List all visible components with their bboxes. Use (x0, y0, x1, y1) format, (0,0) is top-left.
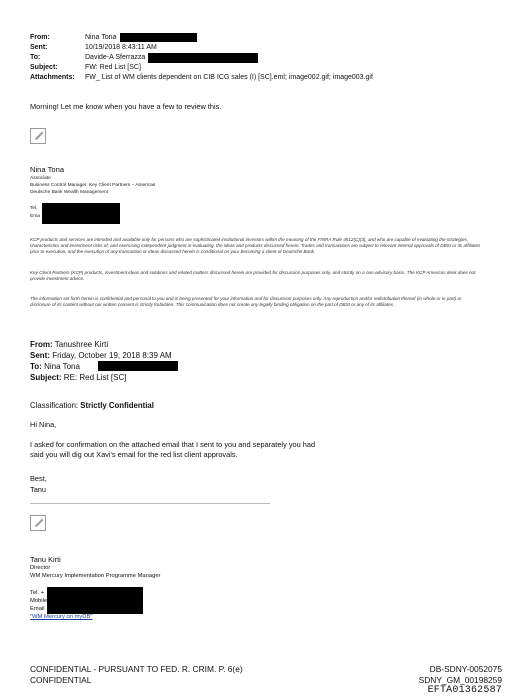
footer-right-2: SDNY_GM_00198259 (418, 675, 502, 685)
sig2-name: Tanu Kirti (30, 555, 61, 564)
sent2-value: Friday, October 19, 2018 8:39 AM (52, 351, 172, 360)
to2-label: To: (30, 362, 42, 371)
redaction (120, 33, 197, 42)
attachments-label: Attachments: (30, 74, 75, 81)
subject-value: FW: Red List [SC] (85, 64, 141, 71)
greeting: Hi Nina, (30, 420, 57, 429)
subject2-value: RE: Red List [SC] (63, 373, 127, 382)
bank-logo-icon (30, 128, 46, 144)
sig2-role: WM Mercury Implementation Programme Manager (30, 573, 161, 579)
subject2-label: Subject: (30, 373, 62, 382)
sig2-mobile: Mobile (30, 598, 48, 604)
from-label: From: (30, 34, 50, 41)
sent-value: 10/19/2018 8:43:11 AM (85, 44, 157, 51)
classification (30, 401, 154, 410)
sig1-email: Ema (30, 214, 40, 219)
footer-left-2: CONFIDENTIAL (30, 675, 92, 685)
footer-right-1: DB-SDNY-0052075 (429, 664, 502, 674)
divider (30, 503, 270, 504)
disclaimer-p1: KCP products and services are intended and available only for persons who are sophisticated institutional investors within the meaning of the FINRA Rule 4512(C)(3), and who are capable of evaluating the strategies, characteristics and investment risks of, and exercising independent judgment in evaluating, the ideas and products discussed herein. Trades and transactions are subject to relevant internal approvals of DBSI or its affiliates prior to execution, and the execution of any transaction or ideas discussed herein is conditional on your becoming a client of Deutsche Bank. (30, 237, 481, 254)
sig1-name: Nina Tona (30, 165, 65, 174)
from-value: Nina Tona (85, 34, 117, 41)
disclaimer-p3: The information set forth herein is confidential and personal to you and is being presented for your information and for discussion purposes only. Any reproduction and/or redistribution thereof (in whole or in part) or disclosure of its content without our written consent is strictly forbidden. This communication does not create any legally binding obligation on the part of DBSI or any of its affiliates. (30, 296, 462, 307)
closing: Best, (30, 474, 47, 483)
footer-right-3: EFTA01362587 (427, 685, 502, 696)
redaction (47, 587, 143, 614)
sig2-tel: Tel. + (30, 590, 45, 596)
message-1: Morning! Let me know when you have a few to review this. (30, 102, 222, 111)
subject-label: Subject: (30, 64, 58, 71)
from2-label: From: (30, 340, 53, 349)
sig2-email: Email (30, 606, 45, 612)
redaction (42, 203, 120, 224)
sent-label: Sent: (30, 44, 48, 51)
sent2-label: Sent: (30, 351, 50, 360)
classification-label: Classification: (30, 401, 79, 410)
to2-value: Nina Tona (44, 362, 80, 371)
from2-value: Tanushree Kirti (54, 340, 109, 349)
sig1-tel: Tel. (30, 206, 38, 211)
message-2-body: I asked for confirmation on the attached email that I sent to you and separately you had said you will dig out Xavi's email for the red list client approvals. (30, 440, 316, 459)
sig2-title: Director (30, 565, 51, 571)
redaction (98, 361, 178, 371)
footer-left-1: CONFIDENTIAL - PURSUANT TO FED. R. CRIM. P. 6(e) (30, 664, 243, 674)
bank-logo-icon (30, 515, 46, 531)
classification-value: Strictly Confidential (80, 401, 154, 410)
mydb-link[interactable]: "WM Mercury on myDB" (30, 614, 93, 620)
disclaimer-p2: Key Client Partners (KCP) products, investment ideas and solutions and related matters discussed herein are provided for discussion purposes only, and strictly on a non-advisory basis. The KCP Americas desk does not provide investment advice. (30, 270, 476, 281)
sender-name: Tanu (30, 485, 47, 494)
attachments-value: FW_ List of WM clients dependent on CIB ICG sales (I) [SC].eml; image002.gif; image003.gif (85, 74, 373, 81)
to-value: Davide-A Sferrazza (85, 54, 146, 61)
sig1-org: Deutsche Bank Wealth Management (30, 190, 109, 195)
redaction (148, 53, 258, 63)
sig1-role: Business Control Manager, Key Client Partners – Americas (30, 183, 156, 188)
sig1-title: Associate (30, 176, 51, 181)
to-label: To: (30, 54, 41, 61)
